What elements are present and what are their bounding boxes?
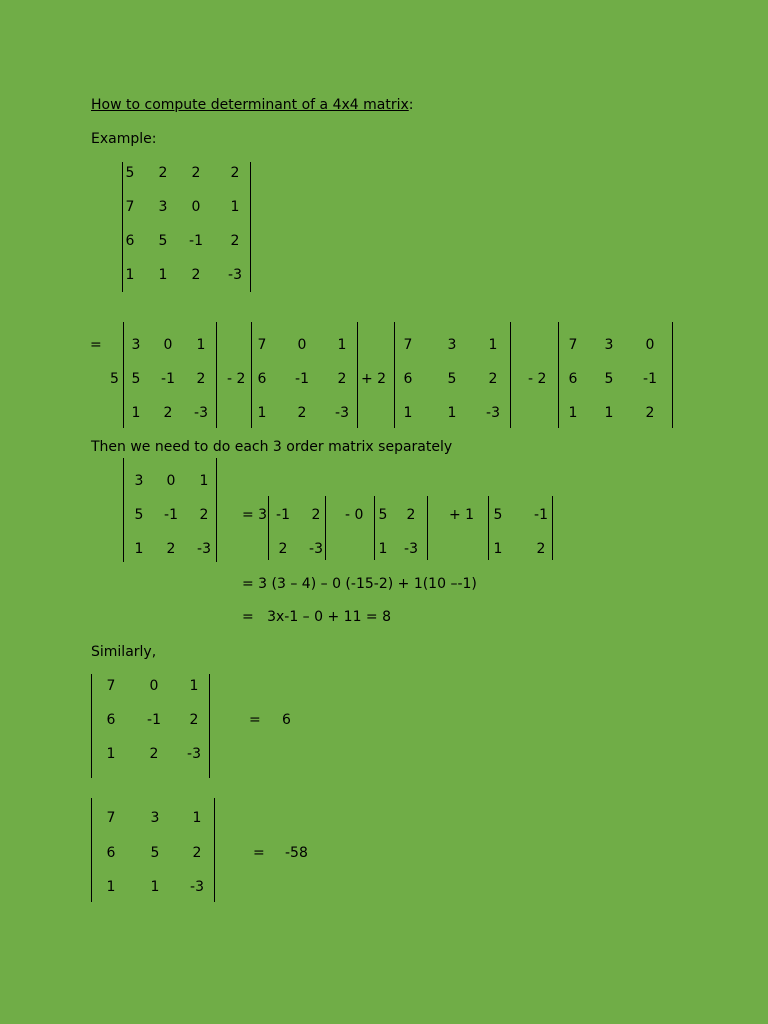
matrix-4x4-cell: 6 <box>125 233 135 249</box>
expansion-minor-4-cell: -1 <box>643 371 657 387</box>
expansion-minor-3-bar-left <box>394 322 395 428</box>
step-matrix-cell: -3 <box>197 541 211 557</box>
sim2-matrix-cell: 5 <box>150 845 160 861</box>
step-op-3: + 1 <box>449 507 475 523</box>
matrix-4x4-cell: 2 <box>158 165 168 181</box>
expansion-minor-1-cell: -1 <box>161 371 175 387</box>
step-op-2: - 0 <box>345 507 364 523</box>
sim1-matrix-cell: 1 <box>106 746 116 762</box>
sim1-matrix-cell: -3 <box>187 746 201 762</box>
expansion-minor-1-bar-left <box>123 322 124 428</box>
step-matrix-cell: 2 <box>166 541 176 557</box>
expansion-minor-4-cell: 2 <box>645 405 655 421</box>
expansion-coef-1: 5 <box>110 371 119 387</box>
expansion-minor-3-cell: 6 <box>403 371 413 387</box>
expansion-minor-3-cell: 7 <box>403 337 413 353</box>
sim1-matrix-cell: -1 <box>147 712 161 728</box>
matrix-4x4-cell: 1 <box>125 267 135 283</box>
sim2-matrix-cell: 3 <box>150 810 160 826</box>
step-minor-1-cell: 2 <box>311 507 321 523</box>
sim1-matrix-bar-right <box>209 674 210 778</box>
expansion-minor-2-cell: 2 <box>337 371 347 387</box>
expansion-op-3: + 2 <box>361 371 387 387</box>
step-minor-1-cell: 2 <box>278 541 288 557</box>
then-text: Then we need to do each 3 order matrix separately <box>91 439 453 455</box>
expansion-minor-1-cell: 2 <box>196 371 206 387</box>
expansion-minor-3-cell: 5 <box>447 371 457 387</box>
expansion-op-2: - 2 <box>227 371 246 387</box>
step-matrix-cell: 1 <box>199 473 209 489</box>
expansion-minor-1-cell: 1 <box>196 337 206 353</box>
matrix-4x4-cell: 2 <box>230 165 240 181</box>
step-matrix-cell: 1 <box>134 541 144 557</box>
expansion-minor-2-bar-right <box>357 322 358 428</box>
step-minor-2-bar-left <box>374 496 375 560</box>
determinant-bar-right <box>250 162 251 292</box>
step-minor-3-cell: 5 <box>493 507 503 523</box>
expansion-minor-1-cell: 3 <box>131 337 141 353</box>
step-minor-1-cell: -1 <box>276 507 290 523</box>
step-matrix-bar-right <box>216 458 217 562</box>
sim2-matrix-cell: 1 <box>106 879 116 895</box>
matrix-4x4-cell: 2 <box>191 165 201 181</box>
expansion-minor-4-cell: 5 <box>604 371 614 387</box>
step-minor-2-cell: 2 <box>406 507 416 523</box>
matrix-4x4-cell: 5 <box>158 233 168 249</box>
matrix-4x4-cell: -1 <box>189 233 203 249</box>
expansion-minor-4-cell: 1 <box>604 405 614 421</box>
expansion-minor-2-cell: 1 <box>337 337 347 353</box>
matrix-4x4-cell: 5 <box>125 165 135 181</box>
sim2-matrix-cell: 1 <box>150 879 160 895</box>
matrix-4x4-cell: 2 <box>191 267 201 283</box>
expansion-minor-2-cell: -1 <box>295 371 309 387</box>
expansion-minor-1-cell: 5 <box>131 371 141 387</box>
sim2-matrix-cell: 7 <box>106 810 116 826</box>
step-matrix-cell: 0 <box>166 473 176 489</box>
expansion-minor-4-cell: 6 <box>568 371 578 387</box>
step-minor-2-cell: 5 <box>378 507 388 523</box>
step-minor-2-bar-right <box>427 496 428 560</box>
step-minor-1-cell: -3 <box>309 541 323 557</box>
matrix-4x4-cell: 0 <box>191 199 201 215</box>
page-title <box>91 97 414 113</box>
expansion-minor-2-bar-left <box>251 322 252 428</box>
sim2-equals: = <box>253 845 265 861</box>
step-matrix-cell: 5 <box>134 507 144 523</box>
matrix-4x4-cell: 3 <box>158 199 168 215</box>
expansion-op-4: - 2 <box>528 371 547 387</box>
step-line-3: = 3x-1 – 0 + 11 = 8 <box>242 609 392 625</box>
expansion-minor-4-bar-left <box>558 322 559 428</box>
sim1-matrix-cell: 7 <box>106 678 116 694</box>
step-minor-3-cell: 1 <box>493 541 503 557</box>
expansion-minor-2-cell: 2 <box>297 405 307 421</box>
sim2-matrix-cell: 2 <box>192 845 202 861</box>
sim1-matrix-cell: 6 <box>106 712 116 728</box>
step-minor-2-cell: 1 <box>378 541 388 557</box>
expansion-minor-2-cell: 1 <box>257 405 267 421</box>
sim2-matrix-cell: 1 <box>192 810 202 826</box>
step-minor-3-cell: 2 <box>536 541 546 557</box>
sim1-result: 6 <box>282 712 291 728</box>
expansion-minor-4-cell: 7 <box>568 337 578 353</box>
step-op-1: = 3 <box>242 507 268 523</box>
expansion-minor-2-cell: 6 <box>257 371 267 387</box>
sim2-result: -58 <box>285 845 308 861</box>
title-text: How to compute determinant of a 4x4 matrix <box>91 97 409 113</box>
matrix-4x4-cell: 7 <box>125 199 135 215</box>
step-minor-1-bar-right <box>325 496 326 560</box>
expansion-minor-1-cell: -3 <box>194 405 208 421</box>
expansion-minor-3-cell: 2 <box>488 371 498 387</box>
expansion-minor-1-cell: 0 <box>163 337 173 353</box>
step-minor-3-bar-left <box>488 496 489 560</box>
expansion-minor-2-cell: 0 <box>297 337 307 353</box>
expansion-minor-3-cell: 1 <box>403 405 413 421</box>
expansion-minor-4-cell: 0 <box>645 337 655 353</box>
example-label: Example: <box>91 131 157 147</box>
step-minor-2-cell: -3 <box>404 541 418 557</box>
sim2-matrix-bar-right <box>214 798 215 902</box>
expansion-minor-4-bar-right <box>672 322 673 428</box>
expansion-minor-1-cell: 2 <box>163 405 173 421</box>
step-minor-3-cell: -1 <box>534 507 548 523</box>
expansion-minor-4-cell: 1 <box>568 405 578 421</box>
sim1-matrix-cell: 2 <box>149 746 159 762</box>
matrix-4x4-cell: 2 <box>230 233 240 249</box>
matrix-4x4-cell: -3 <box>228 267 242 283</box>
sim1-matrix-cell: 2 <box>189 712 199 728</box>
step-matrix-cell: -1 <box>164 507 178 523</box>
expansion-minor-3-cell: 3 <box>447 337 457 353</box>
expansion-minor-3-bar-right <box>510 322 511 428</box>
expansion-minor-2-cell: -3 <box>335 405 349 421</box>
matrix-4x4-cell: 1 <box>230 199 240 215</box>
step-minor-1-bar-left <box>268 496 269 560</box>
expansion-minor-1-cell: 1 <box>131 405 141 421</box>
sim2-matrix-cell: 6 <box>106 845 116 861</box>
expansion-minor-3-cell: 1 <box>447 405 457 421</box>
sim2-matrix-bar-left <box>91 798 92 902</box>
sim1-matrix-cell: 0 <box>149 678 159 694</box>
step-matrix-bar-left <box>123 458 124 562</box>
sim1-equals: = <box>249 712 261 728</box>
expansion-equals: = <box>90 337 102 353</box>
sim2-matrix-cell: -3 <box>190 879 204 895</box>
sim1-matrix-bar-left <box>91 674 92 778</box>
expansion-minor-3-cell: -3 <box>486 405 500 421</box>
matrix-4x4-cell: 1 <box>158 267 168 283</box>
title-colon: : <box>408 97 414 113</box>
similarly-label: Similarly, <box>91 644 157 660</box>
step-matrix-cell: 2 <box>199 507 209 523</box>
step-matrix-cell: 3 <box>134 473 144 489</box>
step-line-2: = 3 (3 – 4) – 0 (-15-2) + 1(10 –-1) <box>242 576 477 592</box>
step-minor-3-bar-right <box>552 496 553 560</box>
expansion-minor-2-cell: 7 <box>257 337 267 353</box>
expansion-minor-4-cell: 3 <box>604 337 614 353</box>
sim1-matrix-cell: 1 <box>189 678 199 694</box>
expansion-minor-1-bar-right <box>216 322 217 428</box>
expansion-minor-3-cell: 1 <box>488 337 498 353</box>
